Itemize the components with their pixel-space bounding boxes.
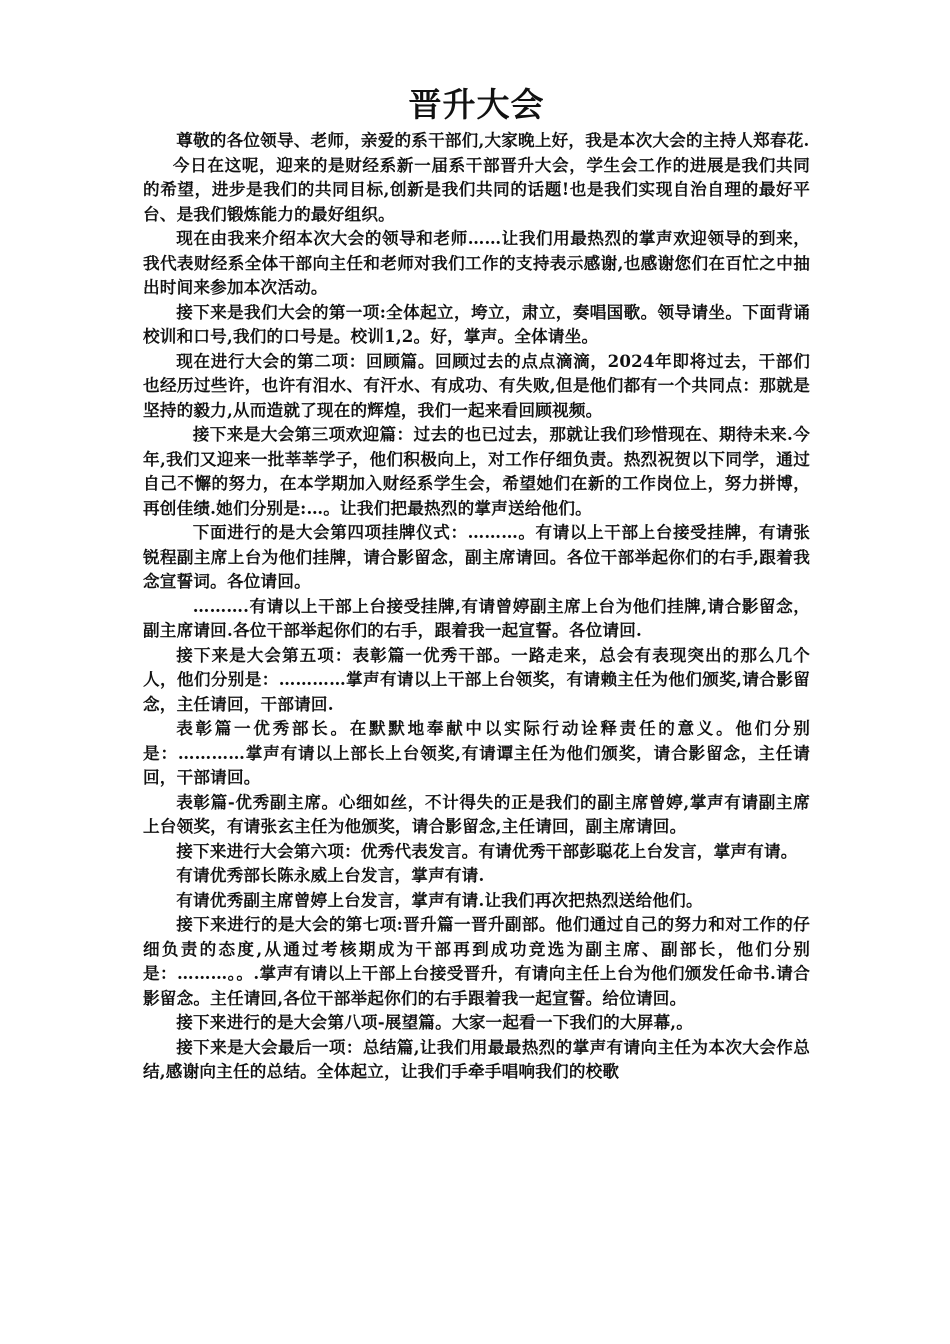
paragraph-speech-vice-chair: 有请优秀副主席曾婷上台发言，掌声有请.让我们再次把热烈送给他们。 — [176, 889, 703, 910]
paragraph-item-three: 接下来是大会第三项欢迎篇：过去的也已过去，那就让我们珍惜现在、期待未来.今年,我们又迎来一批莘莘学子，他们积极向上，对工作仔细负责。热烈祝贺以下同学，通过自己不懈的努力，在本学期加入财经系学生会，希望她们在新的工作岗位上，努力拼博，再创佳绩.她们分别是:…。让我们把最热烈的掌声送给他们。 — [143, 424, 810, 518]
paragraph-item-seven: 接下来进行的是大会的第七项:晋升篇一晋升副部。他们通过自己的努力和对工作的仔细负责的态度,从通过考核期成为干部再到成功竞选为副主席、副部长，他们分别是：………。。.掌声有请以上干部上台接受晋升，有请向主任上台为他们颁发任命书.请合影留念。主任请回,各位干部举起你们的右手跟着我一起宣誓。给位请回。 — [143, 914, 810, 1008]
document-body — [143, 128, 810, 1084]
paragraph-item-four-continued: ……….有请以上干部上台接受挂牌,有请曾婷副主席上台为他们挂牌,请合影留念，副主席请回.各位干部举起你们的右手，跟着我一起宣誓。各位请回. — [143, 595, 810, 640]
document-page — [143, 82, 810, 1084]
paragraph-award-vice-chair: 表彰篇-优秀副主席。心细如丝，不计得失的正是我们的副主席曾婷,掌声有请副主席上台领奖，有请张玄主任为他颁奖，请合影留念,主任请回，副主席请回。 — [143, 791, 810, 836]
paragraph-item-four: 下面进行的是大会第四项挂牌仪式：………。有请以上干部上台接受挂牌，有请张锐程副主席上台为他们挂牌，请合影留念，副主席请回。各位干部举起你们的右手,跟着我念宣誓词。各位请回。 — [143, 522, 810, 591]
paragraph-speech-minister: 有请优秀部长陈永威上台发言，掌声有请. — [176, 865, 485, 885]
paragraph-item-five: 接下来是大会第五项：表彰篇一优秀干部。一路走来，总会有表现突出的那么几个人，他们分别是：…………掌声有请以上干部上台领奖，有请赖主任为他们颁奖,请合影留念，主任请回，干部请回. — [143, 644, 810, 714]
paragraph-item-six: 接下来进行大会第六项：优秀代表发言。有请优秀干部彭聪花上台发言，掌声有请。 — [176, 840, 798, 861]
paragraph-item-two: 现在进行大会的第二项：回顾篇。回顾过去的点点滴滴，2024年即将过去，干部们也经历过些许，也许有泪水、有汗水、有成功、有失败,但是他们都有一个共同点：那就是坚持的毅力,从而造就了现在的辉煌，我们一起来看回顾视频。 — [143, 350, 810, 420]
document-title: 晋升大会 — [408, 85, 545, 124]
paragraph-greeting: 尊敬的各位领导、老师，亲爱的系干部们,大家晚上好，我是本次大会的主持人郑春花. — [176, 130, 810, 150]
paragraph-introduce-guests: 现在由我来介绍本次大会的领导和老师……让我们用最热烈的掌声欢迎领导的到来，我代表财经系全体干部向主任和老师对我们工作的支持表示感谢,也感谢您们在百忙之中抽出时间来参加本次活动。 — [143, 228, 810, 297]
paragraph-award-minister: 表彰篇一优秀部长。在默默地奉献中以实际行动诠释责任的意义。他们分别是：…………掌声有请以上部长上台领奖,有请谭主任为他们颁奖，请合影留念，主任请回，干部请回。 — [143, 718, 810, 787]
paragraph-final-item: 接下来是大会最后一项：总结篇,让我们用最最热烈的掌声有请向主任为本次大会作总结,感谢向主任的总结。全体起立，让我们手牵手唱响我们的校歌 — [143, 1036, 810, 1081]
paragraph-item-eight: 接下来进行的是大会第八项-展望篇。大家一起看一下我们的大屏幕,。 — [176, 1012, 694, 1032]
paragraph-opening: 今日在这呢，迎来的是财经系新一届系干部晋升大会，学生会工作的进展是我们共同的希望，进步是我们的共同目标,创新是我们共同的话题!也是我们实现自治自理的最好平台、是我们锻炼能力的最好组织。 — [143, 154, 810, 224]
paragraph-item-one: 接下来是我们大会的第一项:全体起立，垮立，肃立，奏唱国歌。领导请坐。下面背诵校训和口号,我们的口号是。校训1,2。好，掌声。全体请坐。 — [143, 301, 810, 346]
